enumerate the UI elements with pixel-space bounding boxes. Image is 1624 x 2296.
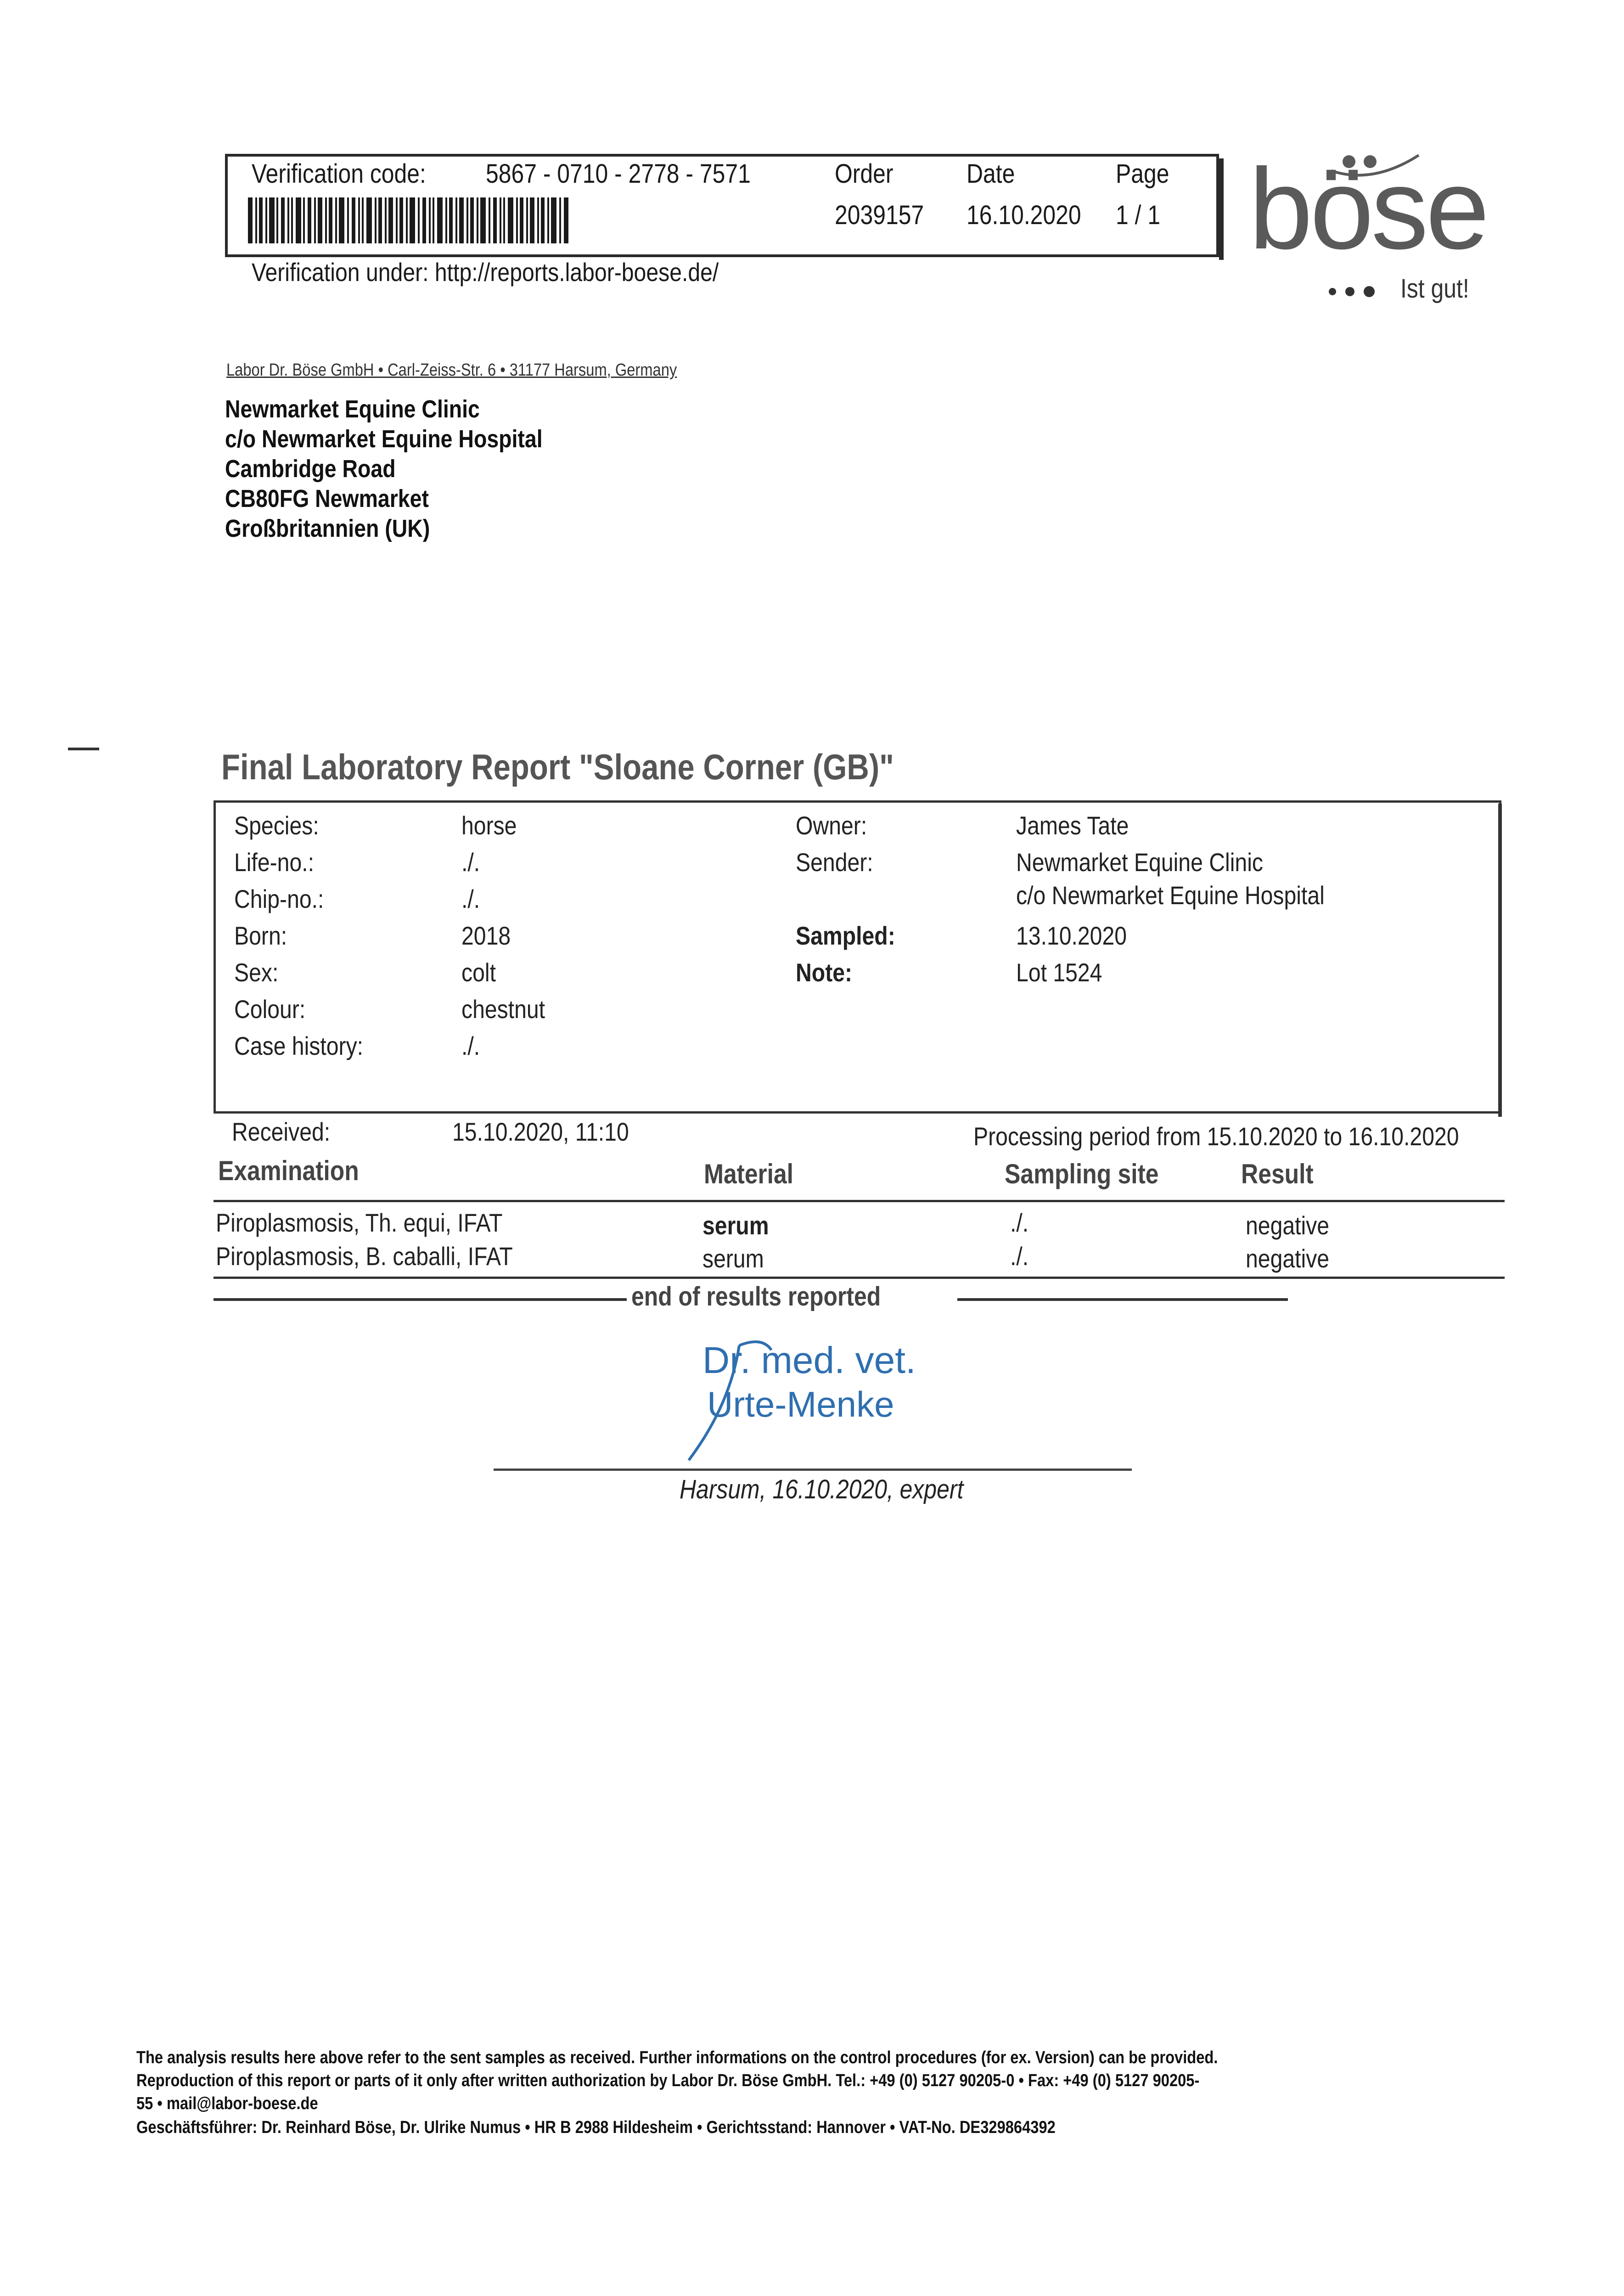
row-2-result: negative	[1246, 1244, 1330, 1273]
handwritten-signature	[670, 1332, 955, 1469]
species-value: horse	[461, 811, 517, 840]
end-rule-right	[957, 1298, 1288, 1301]
row-1-sampling-site: ./.	[1010, 1208, 1029, 1237]
recipient-line-3: Cambridge Road	[225, 455, 396, 483]
row-2-examination: Piroplasmosis, B. caballi, IFAT	[216, 1242, 513, 1271]
logo-slogan: Ist gut!	[1400, 274, 1469, 304]
footer-line-2: Reproduction of this report or parts of it only after written authorization by Labor Dr. Böse GmbH. Tel.: +49 (0) 5127 90205-0 • Fax: +49 (0) 5127 90205-	[136, 2071, 1200, 2090]
recipient-line-4: CB80FG Newmarket	[225, 485, 429, 512]
colour-label: Colour:	[234, 995, 306, 1024]
fold-mark	[68, 748, 99, 750]
sender-line-2: c/o Newmarket Equine Hospital	[1016, 881, 1325, 910]
details-box-shadow	[1498, 804, 1502, 1117]
chip-no-label: Chip-no.:	[234, 884, 324, 913]
order-label: Order	[835, 159, 893, 189]
lab-sender-address: Labor Dr. Böse GmbH • Carl-Zeiss-Str. 6 • 31177 Harsum, Germany	[226, 360, 677, 380]
note-label: Note:	[796, 958, 853, 987]
date-label: Date	[967, 159, 1015, 189]
footer-line-4: Geschäftsführer: Dr. Reinhard Böse, Dr. Ulrike Numus • HR B 2988 Hildesheim • Gerichtsstand: Hannover • VAT-No. DE329864392	[136, 2118, 1056, 2137]
case-history-label: Case history:	[234, 1031, 364, 1060]
colour-value: chestnut	[461, 995, 545, 1024]
signature-line	[494, 1469, 1132, 1471]
sex-value: colt	[461, 958, 496, 987]
col-header-examination: Examination	[218, 1155, 359, 1186]
col-header-sampling-site: Sampling site	[1005, 1159, 1159, 1189]
recipient-line-1: Newmarket Equine Clinic	[225, 395, 480, 423]
signature-caption: Harsum, 16.10.2020, expert	[680, 1474, 964, 1504]
owner-value: James Tate	[1016, 811, 1129, 840]
verification-code-label: Verification code:	[252, 159, 426, 189]
footer-line-1: The analysis results here above refer to the sent samples as received. Further informations on the control procedures (for ex. Version) can be provided.	[136, 2048, 1218, 2067]
header-box-shadow	[1219, 158, 1224, 260]
sampled-label: Sampled:	[796, 921, 895, 950]
sex-label: Sex:	[234, 958, 279, 987]
species-label: Species:	[234, 811, 319, 840]
page-value: 1 / 1	[1116, 200, 1161, 230]
svg-text:Dr. med. vet.: Dr. med. vet.	[702, 1339, 916, 1381]
slogan-dots-icon	[1327, 285, 1391, 298]
row-1-examination: Piroplasmosis, Th. equi, IFAT	[216, 1208, 503, 1237]
received-label: Received:	[232, 1117, 331, 1146]
verification-code-value: 5867 - 0710 - 2778 - 7571	[486, 159, 751, 189]
case-history-value: ./.	[461, 1031, 480, 1060]
chip-no-value: ./.	[461, 884, 480, 913]
date-value: 16.10.2020	[967, 200, 1081, 230]
end-rule-left	[214, 1298, 627, 1301]
recipient-line-5: Großbritannien (UK)	[225, 515, 430, 542]
life-no-label: Life-no.:	[234, 848, 315, 877]
row-1-material: serum	[702, 1211, 769, 1240]
end-of-results: end of results reported	[631, 1282, 881, 1311]
born-label: Born:	[234, 921, 287, 950]
col-header-result: Result	[1241, 1159, 1314, 1189]
report-title: Final Laboratory Report "Sloane Corner (GB)"	[221, 747, 894, 787]
born-value: 2018	[461, 921, 511, 950]
processing-period: Processing period from 15.10.2020 to 16.10.2020	[973, 1122, 1459, 1151]
life-no-value: ./.	[461, 848, 480, 877]
row-2-sampling-site: ./.	[1010, 1242, 1029, 1271]
row-1-result: negative	[1246, 1211, 1330, 1240]
page-label: Page	[1116, 159, 1169, 189]
table-header-rule	[214, 1200, 1505, 1202]
row-2-material: serum	[702, 1244, 764, 1273]
owner-label: Owner:	[796, 811, 867, 840]
sender-line-1: Newmarket Equine Clinic	[1016, 848, 1263, 877]
recipient-line-2: c/o Newmarket Equine Hospital	[225, 425, 543, 453]
verification-url: Verification under: http://reports.labor-boese.de/	[252, 258, 719, 287]
footer-line-3: 55 • mail@labor-boese.de	[136, 2094, 318, 2113]
barcode-icon	[248, 197, 569, 243]
note-value: Lot 1524	[1016, 958, 1102, 987]
col-header-material: Material	[704, 1159, 794, 1189]
svg-text:Urte-Menke: Urte-Menke	[707, 1384, 894, 1424]
logo-text: böse	[1249, 145, 1487, 273]
received-value: 15.10.2020, 11:10	[452, 1117, 629, 1146]
sender-label: Sender:	[796, 848, 873, 877]
sampled-value: 13.10.2020	[1016, 921, 1127, 950]
table-bottom-rule	[214, 1277, 1505, 1279]
order-value: 2039157	[835, 200, 924, 230]
